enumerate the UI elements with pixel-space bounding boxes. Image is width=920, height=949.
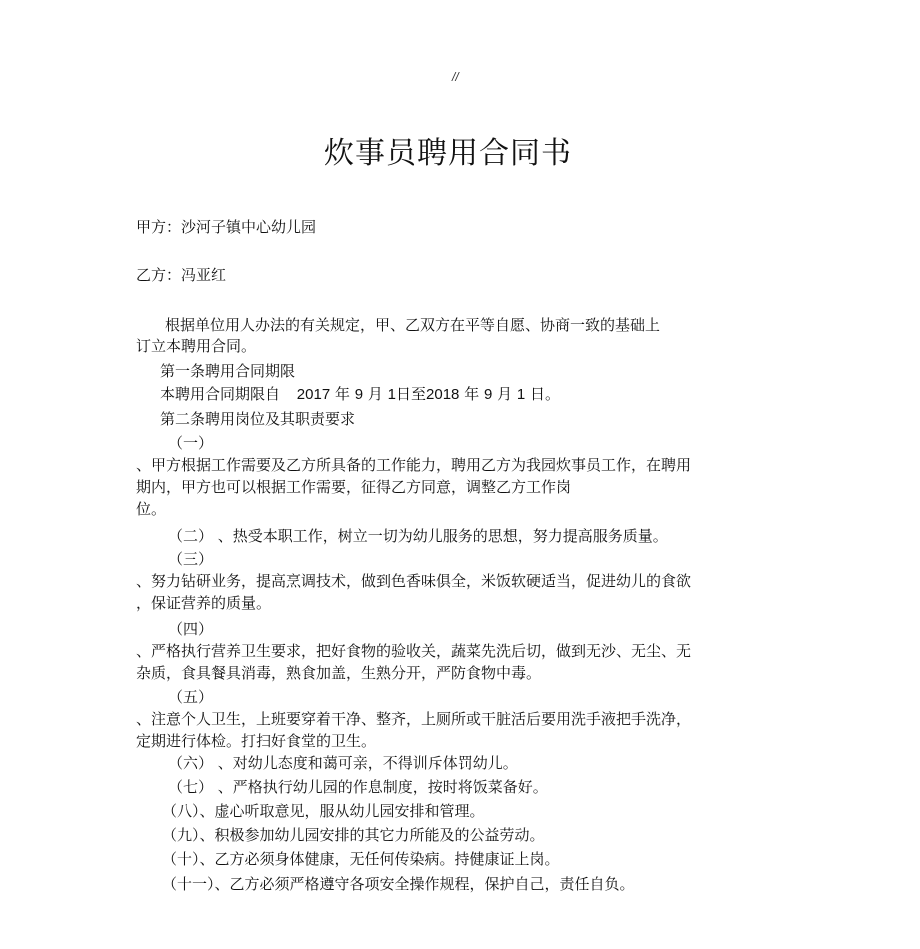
item-text: 、乙方必须严格遵守各项安全操作规程，保护自己，责任自负。 xyxy=(214,875,635,893)
item-line: 、努力钻研业务，提高烹调技术，做到色香味俱全，米饭软硬适当，促进幼儿的食欲 xyxy=(136,572,692,590)
list-item xyxy=(168,752,518,774)
item-number: （六） xyxy=(168,754,214,772)
to-label: 日至 xyxy=(396,385,427,403)
item-text: 、严格执行幼儿园的作息制度，按时将饭菜备好。 xyxy=(217,778,548,796)
period-prefix: 本聘用合同期限自 xyxy=(160,385,281,403)
end-month: 9 xyxy=(483,386,493,403)
item-number: （四） xyxy=(168,620,214,638)
year-label: 年 xyxy=(464,385,480,403)
item-number: （七） xyxy=(168,778,214,796)
header-mark: // xyxy=(452,70,459,84)
item-number: （二） xyxy=(168,527,214,545)
item-number: （三） xyxy=(168,550,214,568)
start-month: 9 xyxy=(354,386,364,403)
party-b: 乙方：冯亚红 xyxy=(136,266,227,284)
article-1-heading: 第一条聘用合同期限 xyxy=(160,362,296,380)
end-suffix: 日。 xyxy=(530,385,561,403)
month-label: 月 xyxy=(497,385,513,403)
end-year: 2018 xyxy=(426,386,460,403)
item-number: （五） xyxy=(168,688,214,706)
item-line: 、甲方根据工作需要及乙方所具备的工作能力，聘用乙方为我园炊事员工作，在聘用 xyxy=(136,456,692,474)
item-line: 定期进行体检。打扫好食堂的卫生。 xyxy=(136,732,377,750)
month-label: 月 xyxy=(367,385,383,403)
list-item xyxy=(162,800,485,822)
start-day: 1 xyxy=(387,386,397,403)
item-number: （九） xyxy=(162,826,200,844)
list-item xyxy=(168,525,668,547)
item-line: ，保证营养的质量。 xyxy=(136,594,272,612)
item-line: 、严格执行营养卫生要求，把好食物的验收关，蔬菜先洗后切，做到无沙、无尘、无 xyxy=(136,642,692,660)
list-item xyxy=(162,873,635,895)
item-line: 位。 xyxy=(136,500,167,518)
party-a: 甲方：沙河子镇中心幼儿园 xyxy=(136,218,317,236)
item-line: 杂质，食具餐具消毒，熟食加盖，生熟分开，严防食物中毒。 xyxy=(136,664,542,682)
item-text: 、乙方必须身体健康，无任何传染病。持健康证上岗。 xyxy=(199,850,560,868)
intro-line-2: 订立本聘用合同。 xyxy=(136,337,257,355)
year-label: 年 xyxy=(334,385,350,403)
page-title: 炊事员聘用合同书 xyxy=(324,136,572,171)
list-item xyxy=(162,824,545,846)
item-number: （十一） xyxy=(162,875,215,893)
start-year: 2017 xyxy=(296,386,331,403)
item-text: 、虚心听取意见，服从幼儿园安排和管理。 xyxy=(199,802,485,820)
intro-line-1: 根据单位用人办法的有关规定，甲、乙双方在平等自愿、协商一致的基础上 xyxy=(165,316,661,334)
item-line: 期内，甲方也可以根据工作需要，征得乙方同意，调整乙方工作岗 xyxy=(136,478,572,496)
list-item xyxy=(162,848,560,870)
item-text: 、热受本职工作，树立一切为幼儿服务的思想，努力提高服务质量。 xyxy=(217,527,668,545)
article-2-heading: 第二条聘用岗位及其职责要求 xyxy=(160,410,356,428)
item-number: （一） xyxy=(168,434,214,452)
end-day: 1 xyxy=(516,386,526,403)
item-line: 、注意个人卫生，上班要穿着干净、整齐，上厕所或干脏活后要用洗手液把手洗净， xyxy=(136,710,692,728)
item-number: （十） xyxy=(162,850,200,868)
item-number: （八） xyxy=(162,802,200,820)
contract-period xyxy=(160,383,560,406)
item-text: 、对幼儿态度和蔼可亲，不得训斥体罚幼儿。 xyxy=(217,754,518,772)
list-item xyxy=(168,776,548,798)
item-text: 、积极参加幼儿园安排的其它力所能及的公益劳动。 xyxy=(199,826,545,844)
